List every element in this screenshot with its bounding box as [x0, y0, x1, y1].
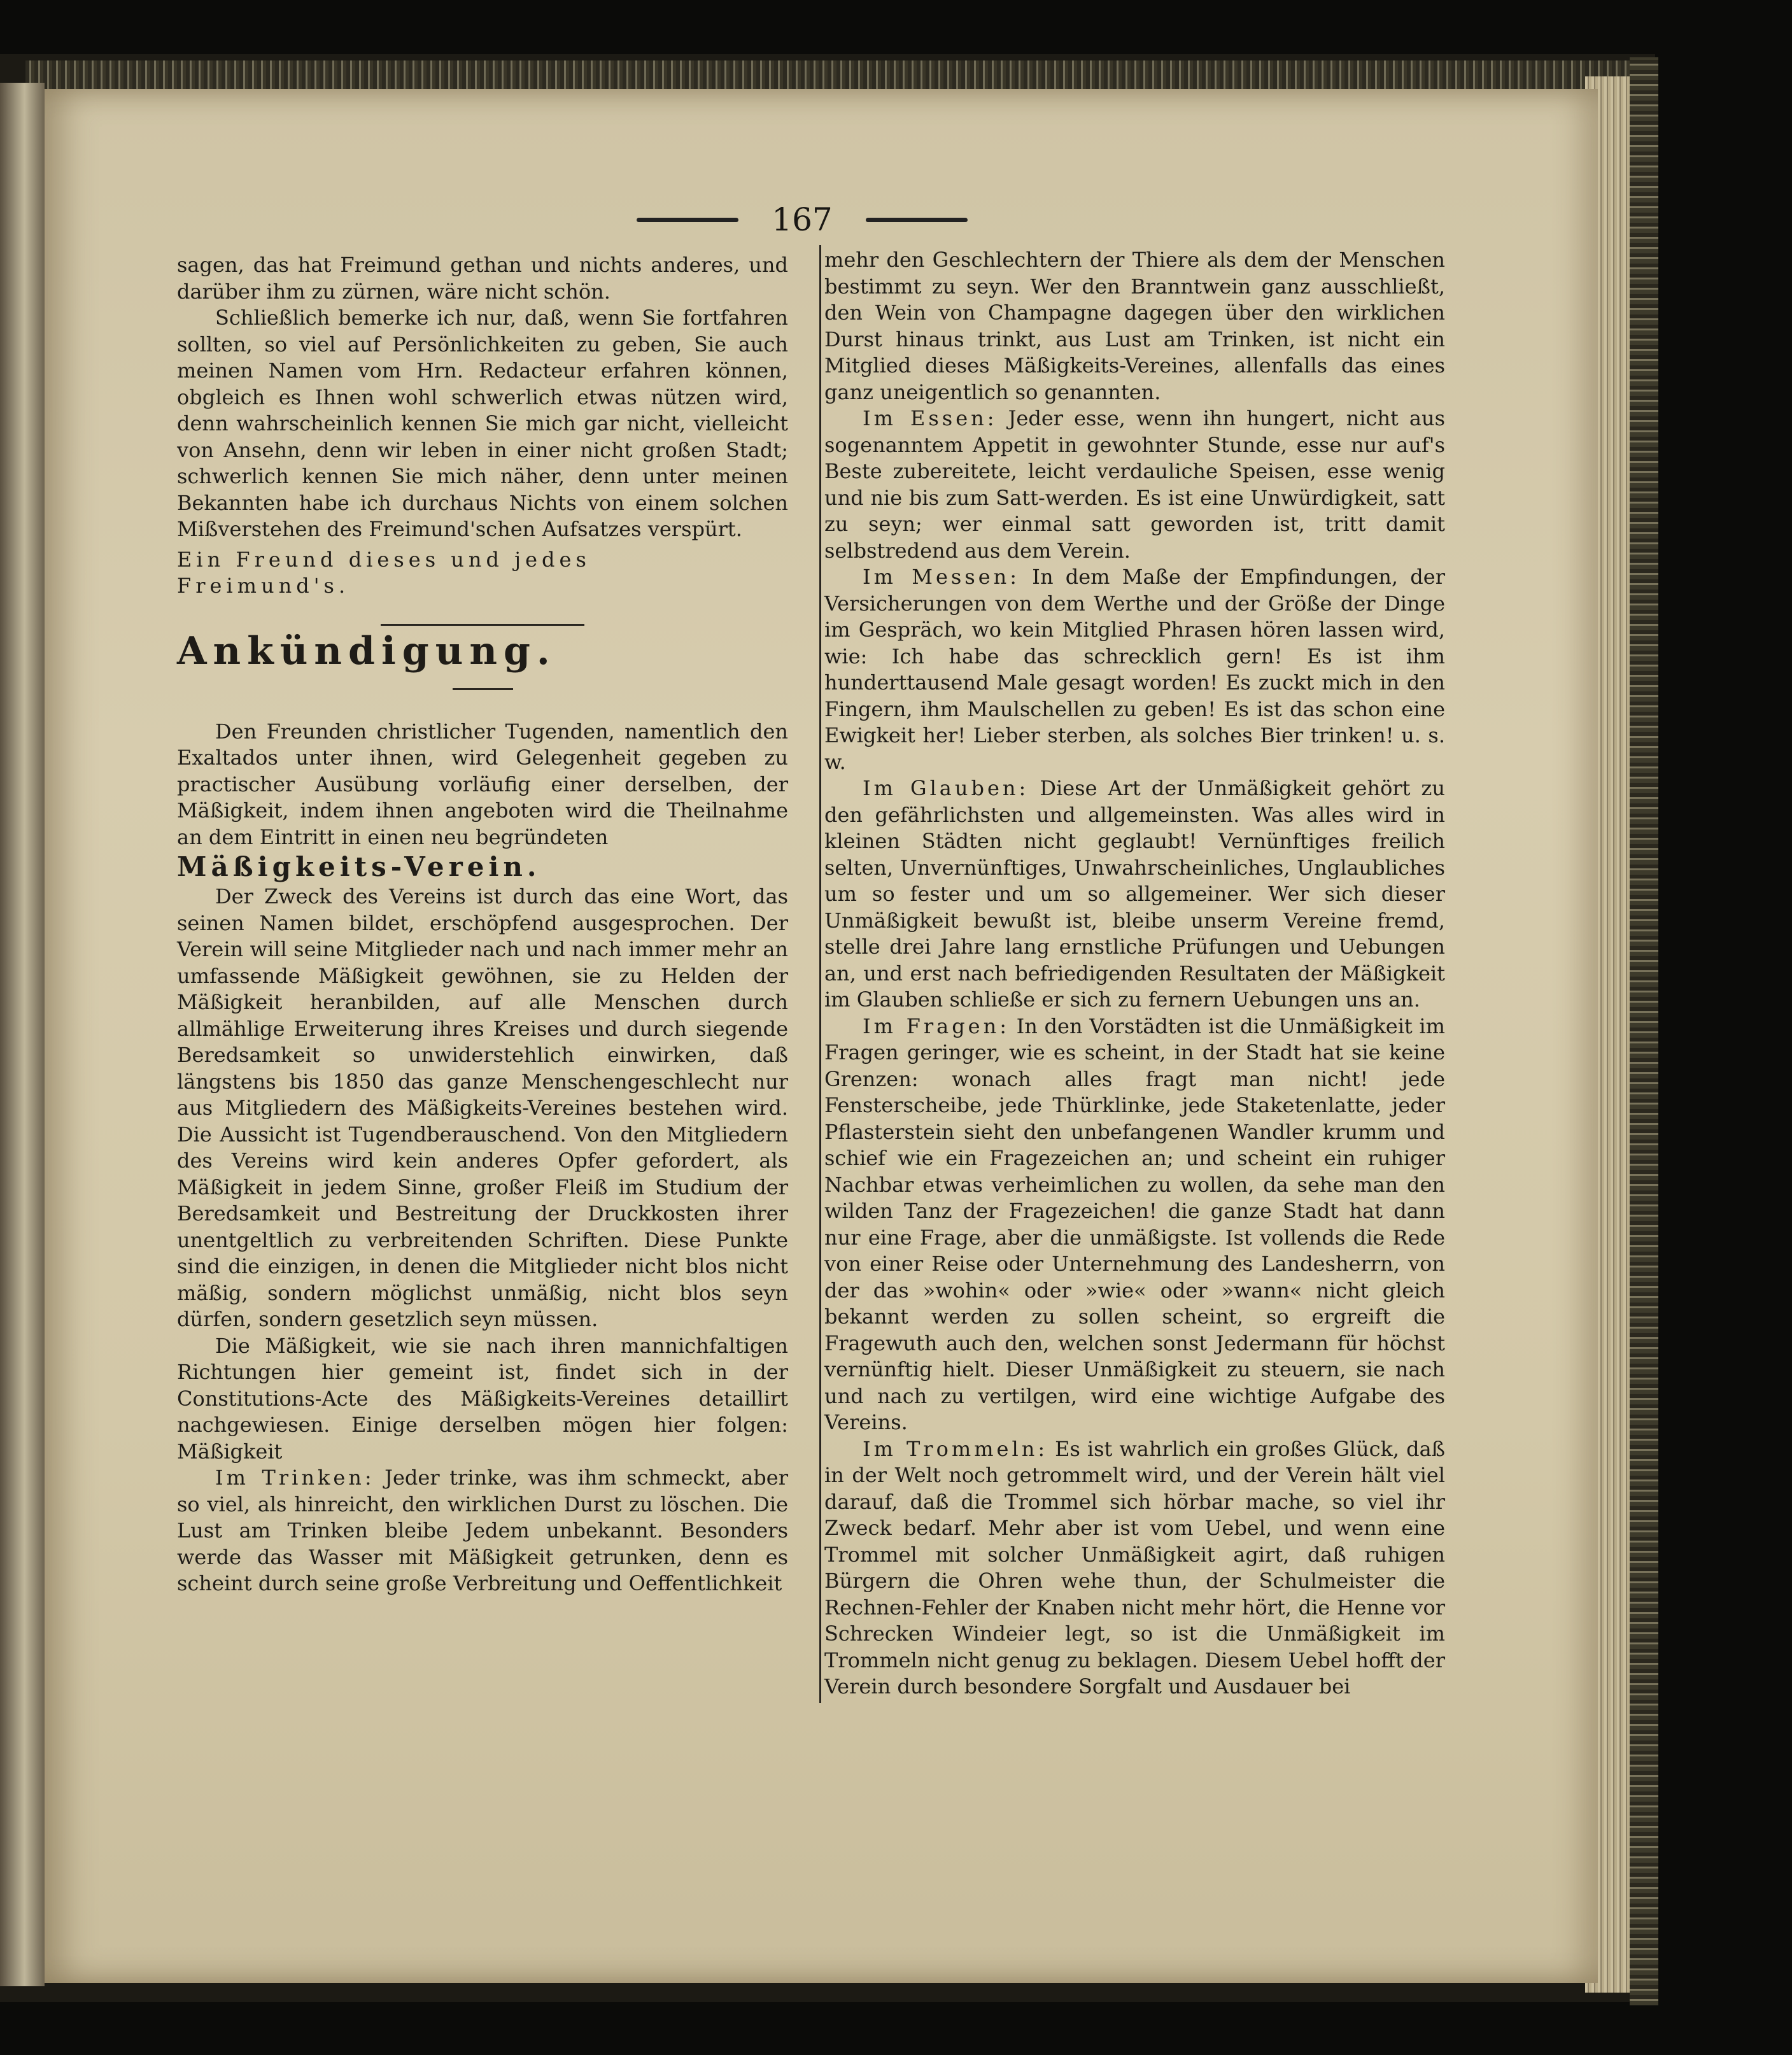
spacer [177, 690, 788, 719]
rubric-text: Diese Art der Unmäßigkeit gehört zu den gefährlichsten und allgemeinsten. Was alles wird in kleinen Städten nicht geglaubt! Vernünftiges freilich selten, Unvernünftiges, Unwahrscheinliches, Unglaubliches um so fester und um so allgemeiner. Wer sich dieser Unmäßigkeit bewußt ist, bleibe unserm Vereine fremd, stelle drei Jahre lang ernstliche Prüfungen und Uebungen an, und erst nach befriedigenden Resultaten der Mäßigkeit im Glauben schließe er sich zu fernern Uebungen uns an. [824, 776, 1445, 1012]
cover-edge [1630, 57, 1658, 2005]
column-divider [819, 245, 821, 1703]
rubric-label: Im Messen: [863, 565, 1020, 589]
paragraph [824, 1436, 1445, 1700]
paragraph [177, 1465, 788, 1597]
rubric-text: Es ist wahrlich ein großes Glück, daß in der Welt noch getrommelt wird, und der Verein hält viel darauf, daß die Trommel sich hörbar mache, so viel ihr Zweck bedarf. Mehr aber ist vom Uebel, und wenn eine Trommel mit solcher Unmäßigkeit agirt, daß ruhigen Bürgern die Ohren wehe thun, der Schulmeister die Rechnen-Fehler der Knaben nicht mehr hört, die Henne vor Schrecken Windeier legt, so ist die Unmäßigkeit im Trommeln nicht genug zu beklagen. Diesem Uebel hofft der Verein durch besondere Sorgfalt und Ausdauer bei [824, 1436, 1446, 1698]
page-number: 167 [772, 201, 833, 238]
rubric-text: In dem Maße der Empfindungen, der Versicherungen von dem Werthe und der Größe der Dinge im Gespräch, wo kein Mitglied Phrasen hören lassen wird, wie: Ich habe das schrecklich gern! Es ist ihm hunderttausend Male gesagt worden! Es zuckt mich in den Fingern, ihm Maulschellen zu geben! Es ist das schon eine Ewigkeit her! Lieber sterben, als solches Bier trinken! u. s. w. [824, 565, 1446, 774]
paragraph: Der Zweck des Vereins ist durch das eine Wort, das seinen Namen bildet, erschöpfend ausgesprochen. Der Verein will seine Mitglieder nach und nach immer mehr an umfassende Mäßigkeit gewöhnen, sie zu Helden der Mäßigkeit heranbilden, auf alle Menschen durch allmählige Erweiterung ihres Kreises und durch siegende Beredsamkeit so unwiderstehlich einwirken, daß längstens bis 1850 das ganze Menschengeschlecht nur aus Mitgliedern des Mäßigkeits-Vereines bestehen wird. Die Aussicht ist Tugendberauschend. Von den Mitgliedern des Vereins wird kein anderes Opfer gefordert, als Mäßigkeit in jedem Sinne, großer Fleiß im Studium der Beredsamkeit und Bestreitung der Druckkosten ihrer unentgeltlich zu verbreitenden Schriften. Diese Punkte sind die einzigen, in denen die Mitglieder nicht blos nicht mäßig, sondern möglichst unmäßig, nicht blos seyn dürfen, sondern gesetzlich seyn müssen. [177, 884, 788, 1331]
paragraph [824, 775, 1445, 1013]
signature-line: Ein Freund dieses und jedes [177, 547, 591, 572]
paragraph: mehr den Geschlechtern der Thiere als dem der Menschen bestimmt zu seyn. Wer den Branntwein ganz ausschließt, den Wein von Champagne dagegen über den wirklichen Durst hinaus trinkt, aus Lust am Trinken, ist nicht ein Mitglied dieses Mäßigkeits-Vereines, allenfalls das eines ganz uneigentlich so genannten. [824, 248, 1445, 404]
header-ornament-right [866, 218, 968, 222]
paragraph: sagen, das hat Freimund gethan und nichts anderes, und darüber ihm zu zürnen, wäre nicht schön. [177, 253, 788, 304]
subheading: Mäßigkeits-Verein. [177, 851, 541, 882]
paragraph: Den Freunden christlicher Tugenden, namentlich den Exaltados unter ihnen, wird Gelegenheit gegeben zu practischer Ausübung vorläufig einer derselben, der Mäßigkeit, indem ihnen angeboten wird die Theilnahme an dem Eintritt in einen neu begründeten [177, 719, 788, 849]
facing-page-edge [0, 83, 45, 1986]
paragraph [824, 406, 1445, 564]
rubric-text: In den Vorstädten ist die Unmäßigkeit im Fragen geringer, wie es scheint, in der Stadt hat sie keine Grenzen: wonach alles fragt man nicht! jede Fensterscheibe, jede Thürklinke, jede Staketenlatte, jeder Pflasterstein sieht den unbefangenen Wandler krumm und schief wie ein Fragezeichen an; und scheint ein ruhiger Nachbar etwas verheimlichen zu wollen, da sehe man den wilden Tanz der Fragezeichen! die ganze Stadt hat dann nur eine Frage, aber die unmäßigste. Ist vollends die Rede von einer Reise oder Unternehmung des Landesherrn, von der das »wohin« oder »wie« oder »wann« nicht gleich bekannt werden zu sollen scheint, so ergreift die Fragewuth auch den, welchen sonst Jedermann für höchst vernünftig hielt. Dieser Unmäßigkeit zu steuern, sie nach und nach zu vertilgen, wird eine wichtige Aufgabe des Vereins. [824, 1013, 1446, 1434]
right-column [824, 247, 1445, 1700]
rubric-text: Jeder esse, wenn ihn hungert, nicht aus sogenanntem Appetit in gewohnter Stunde, esse nur auf's Beste zubereitete, leicht verdauliche Speisen, esse wenig und nie bis zum Satt-werden. Es ist eine Unwürdigkeit, satt zu seyn; wer einmal satt geworden ist, tritt damit selbstredend aus dem Verein. [824, 406, 1446, 563]
paragraph: Schließlich bemerke ich nur, daß, wenn Sie fortfahren sollten, so viel auf Persönlichkeiten zu geben, Sie auch meinen Namen vom Hrn. Redacteur erfahren können, obgleich es Ihnen wohl schwerlich etwas nützen wird, denn wahrscheinlich kennen Sie mich gar nicht, vielleicht von Ansehn, denn wir leben in einer nicht großen Stadt; schwerlich kennen Sie mich näher, denn unter meinen Bekannten habe ich durchaus Nichts von einem solchen Mißverstehen des Freimund'schen Aufsatzes verspürt. [177, 306, 788, 541]
rubric-label: Im Trommeln: [863, 1436, 1048, 1461]
paragraph [824, 1013, 1445, 1436]
rubric-text: Jeder trinke, was ihm schmeckt, aber so viel, als hinreicht, den wirklichen Durst zu löschen. Die Lust am Trinken bleibe Jedem unbekannt. Besonders werde das Wasser mit Mäßigkeit getrunken, denn es scheint durch seine große Verbreitung und Oeffentlichkeit [177, 1465, 789, 1595]
paragraph [824, 564, 1445, 775]
rubric-label: Im Essen: [863, 406, 998, 430]
signature-line: Freimund's. [177, 574, 350, 598]
section-heading: Ankündigung. [177, 628, 556, 674]
left-column [177, 252, 788, 1597]
page-header [637, 201, 968, 239]
rubric-label: Im Fragen: [863, 1013, 1010, 1038]
rubric-label: Im Trinken: [215, 1465, 375, 1490]
rubric-label: Im Glauben: [863, 776, 1029, 800]
paragraph: Die Mäßigkeit, wie sie nach ihren mannichfaltigen Richtungen hier gemeint ist, findet sich in der Constitutions-Acte des Mäßigkeits-Vereines detaillirt nachgewiesen. Einige derselben mögen hier folgen: Mäßigkeit [177, 1333, 788, 1464]
